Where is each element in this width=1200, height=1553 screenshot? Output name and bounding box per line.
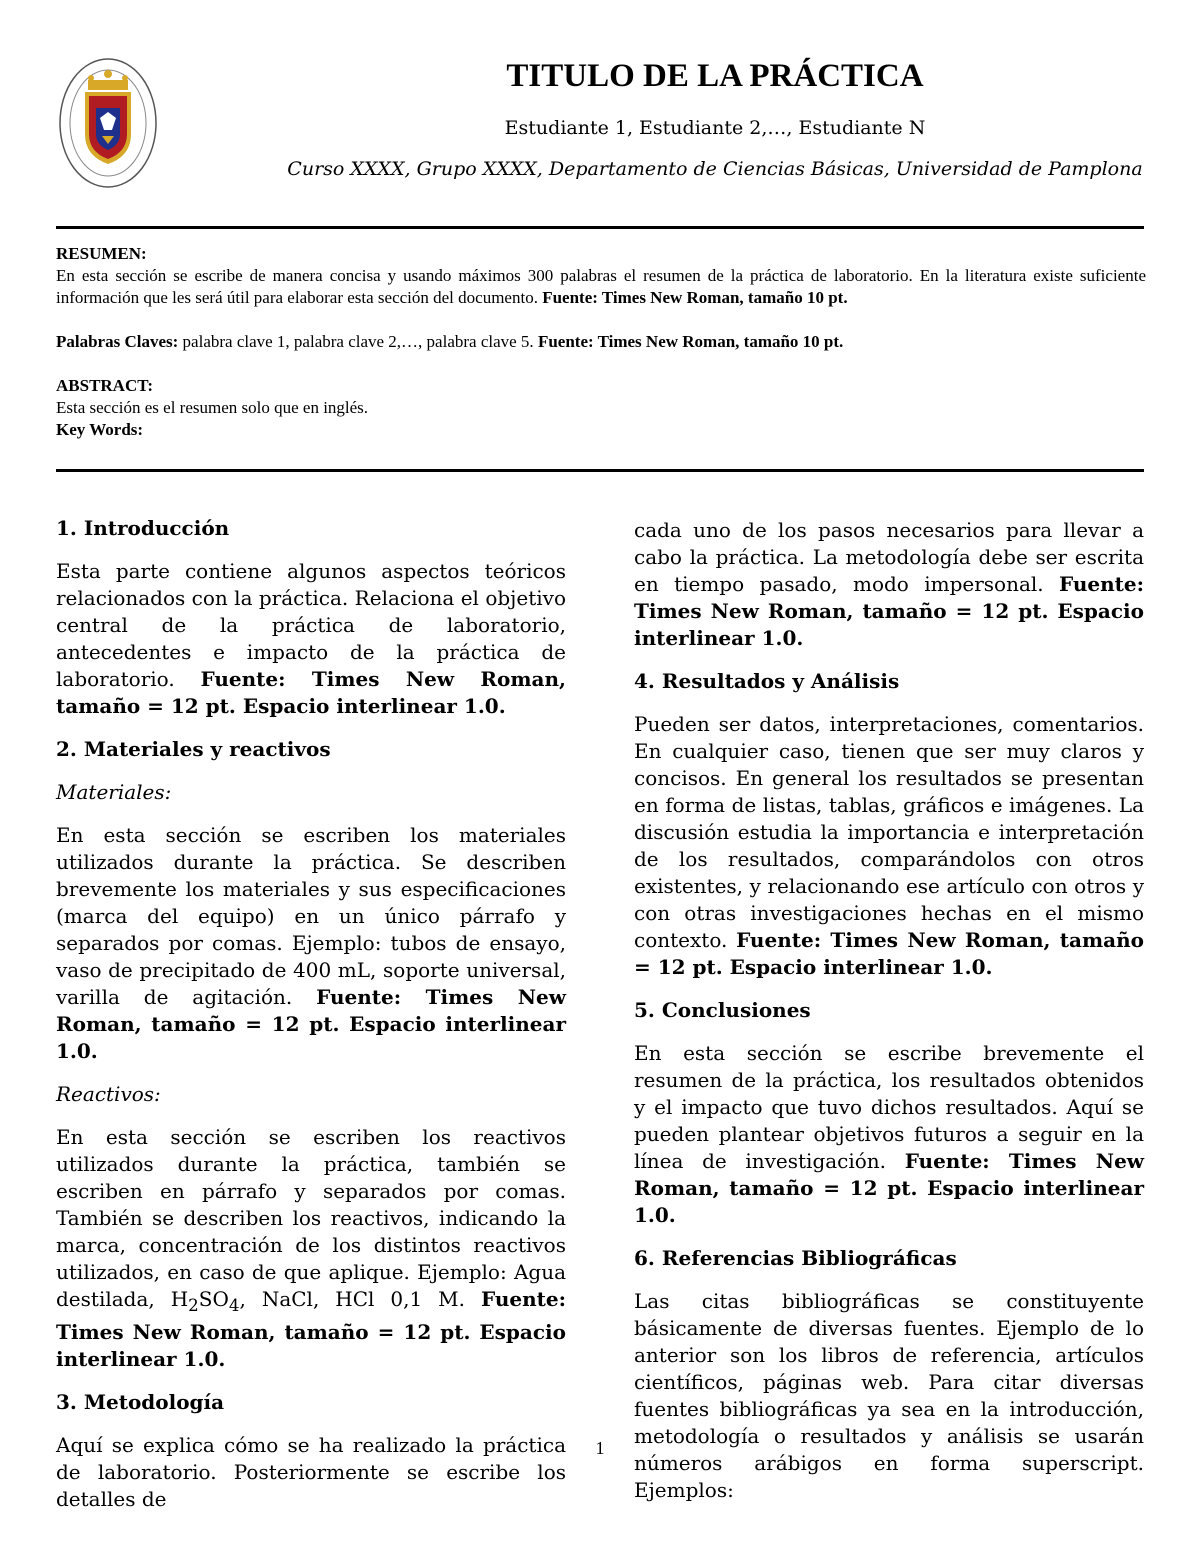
key-words-label: Key Words: bbox=[56, 420, 144, 439]
university-seal-icon bbox=[58, 56, 158, 190]
abstract-text: Esta sección es el resumen solo que en inglés. bbox=[56, 398, 369, 417]
materials-heading: 2. Materiales y reactivos bbox=[56, 737, 331, 761]
abstract-heading: ABSTRACT: bbox=[56, 376, 153, 395]
university-logo bbox=[58, 56, 158, 190]
conclusions-heading: 5. Conclusiones bbox=[634, 998, 811, 1022]
conclusions-text: En esta sección se escribe brevemente el resumen de la práctica, los resultados obtenidos y el impacto que tuvo dichos resultados. Aquí se pueden plantear objetivos futuros a seguir en la línea de investigación. Fuente: Times New Roman, tamaño = 12 pt. Espacio interlinear 1.0. bbox=[634, 1041, 1145, 1227]
method-font-note: Fuente: Times New Roman, tamaño = 12 pt. Espacio interlinear 1.0. bbox=[634, 572, 1144, 650]
top-divider bbox=[56, 226, 1144, 229]
method-text-left: Aquí se explica cómo se ha realizado la práctica de laboratorio. Posteriormente se escribe los detalles de bbox=[56, 1433, 566, 1511]
materials-text: En esta sección se escriben los materiales utilizados durante la práctica. Se describen brevemente los materiales y sus especificaciones (marca del equipo) en un único párrafo y separados por comas. Ejemplo: tubos de ensayo, vaso de precipitado de 400 mL, soporte universal, varilla de agitación. Fuente: Times New Roman, tamaño = 12 pt. Espacio interlinear 1.0. bbox=[56, 823, 566, 1063]
conclusions-font-note: Fuente: Times New Roman, tamaño = 12 pt. Espacio interlinear 1.0. bbox=[634, 1149, 1145, 1227]
resumen-text: En esta sección se escribe de manera concisa y usando máximos 300 palabras el resumen de la práctica de laboratorio. En la literatura existe suficiente información que les será útil para elaborar esta sección del documento. Fuente: Times New Roman, tamaño 10 pt. bbox=[56, 266, 1146, 307]
author-list: Estudiante 1, Estudiante 2,…, Estudiante N bbox=[504, 117, 926, 139]
method-heading: 3. Metodología bbox=[56, 1390, 225, 1414]
reagents-subheading: Reactivos: bbox=[56, 1082, 161, 1106]
references-heading: 6. Referencias Bibliográficas bbox=[634, 1246, 957, 1270]
document-title: TITULO DE LA PRÁCTICA bbox=[506, 58, 924, 94]
resumen-heading: RESUMEN: bbox=[56, 244, 147, 263]
left-column bbox=[56, 515, 566, 1513]
reagents-font-note: Fuente: Times New Roman, tamaño = 12 pt. Espacio interlinear 1.0. bbox=[56, 1287, 566, 1371]
references-text: Las citas bibliográficas se constituyente básicamente de diversas fuentes. Ejemplo de lo anterior son los libros de referencia, artículos científicos, páginas web. Para citar diversas fuentes bibliográficas ya sea en la introducción, metodología o resultados y análisis se usarán números arábigos en forma superscript. Ejemplos: bbox=[634, 1289, 1144, 1502]
keywords-font-note: Fuente: Times New Roman, tamaño 10 pt. bbox=[537, 332, 844, 351]
materials-font-note: Fuente: Times New Roman, tamaño = 12 pt. Espacio interlinear 1.0. bbox=[56, 985, 566, 1063]
bottom-divider bbox=[56, 469, 1144, 472]
right-column bbox=[634, 517, 1144, 1504]
resumen-font-note: Fuente: Times New Roman, tamaño 10 pt. bbox=[542, 288, 848, 307]
page-number: 1 bbox=[595, 1438, 605, 1458]
affiliation: Curso XXXX, Grupo XXXX, Departamento de Ciencias Básicas, Universidad de Pamplona bbox=[287, 158, 1143, 180]
materials-subheading: Materiales: bbox=[56, 780, 172, 804]
intro-text: Esta parte contiene algunos aspectos teóricos relacionados con la práctica. Relaciona el objetivo central de la práctica de laboratorio, antecedentes e impacto de la práctica de laboratorio. Fuente: Times New Roman, tamaño = 12 pt. Espacio interlinear 1.0. bbox=[56, 559, 566, 718]
results-text: Pueden ser datos, interpretaciones, comentarios. En cualquier caso, tienen que ser muy claros y concisos. En general los resultados se presentan en forma de listas, tablas, gráficos e imágenes. La discusión estudia la importancia e interpretación de los resultados, comparándolos con otros existentes, y relacionando ese artículo con otros y con otras investigaciones hechas en el mismo contexto. Fuente: Times New Roman, tamaño = 12 pt. Espacio interlinear 1.0. bbox=[634, 712, 1144, 979]
method-text-right: cada uno de los pasos necesarios para llevar a cabo la práctica. La metodología debe ser escrita en tiempo pasado, modo impersonal. Fuente: Times New Roman, tamaño = 12 pt. Espacio interlinear 1.0. bbox=[634, 518, 1144, 650]
results-heading: 4. Resultados y Análisis bbox=[634, 669, 900, 693]
keywords-label: Palabras Claves: bbox=[56, 332, 179, 351]
reagents-text: En esta sección se escriben los reactivos utilizados durante la práctica, también se escriben en párrafo y separados por comas. También se describen los reactivos, indicando la marca, concentración de los distintos reactivos utilizados, en caso de que aplique. Ejemplo: Agua destilada, $H_2SO_4$, NaCl, HCl 0,1 M. Fuente: Times New Roman, tamaño = 12 pt. Espacio interlinear 1.0. bbox=[56, 1125, 566, 1371]
intro-heading: 1. Introducción bbox=[56, 516, 230, 540]
abstract-block bbox=[56, 243, 1146, 441]
keywords-line: Palabras Claves: palabra clave 1, palabra clave 2,…, palabra clave 5. Fuente: Times New Roman, tamaño 10 pt. bbox=[56, 332, 844, 351]
intro-font-note: Fuente: Times New Roman, tamaño = 12 pt. Espacio interlinear 1.0. bbox=[56, 667, 566, 718]
results-font-note: Fuente: Times New Roman, tamaño = 12 pt. Espacio interlinear 1.0. bbox=[634, 928, 1144, 979]
